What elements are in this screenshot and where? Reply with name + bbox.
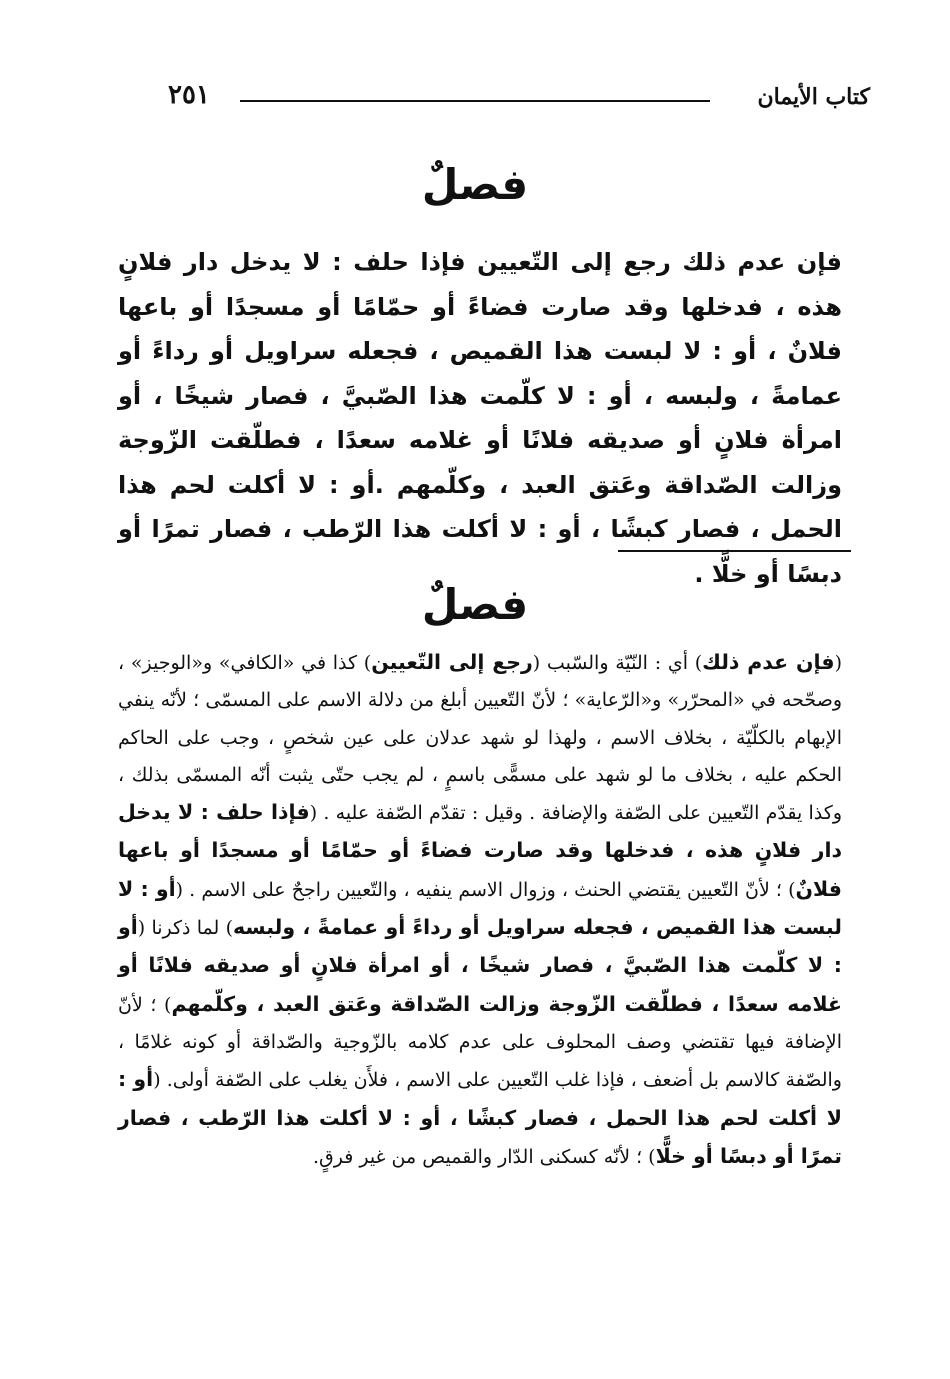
page-number: ٢٥١ [168,80,210,110]
commentary-text: ( [834,652,842,674]
matn-paragraph: فإن عدم ذلك رجع إلى التّعيين فإذا حلف : لا يدخل دار فلانٍ هذه ، فدخلها وقد صارت فضاءً أو حمّامًا أو مسجدًا أو باعها فلانٌ ، أو : لا لبست هذا القميص ، فجعله سراويل أو رداءً أو عمامةً ، ولبسه ، أو : لا كلّمت هذا الصّبيَّ ، فصار شيخًا ، أو امرأة فلانٍ أو صديقه فلانًا أو غلامه سعدًا ، فطلّقت الزّوجة وزالت الصّداقة وعَتق العبد ، وكلّمهم .أو : لا أكلت لحم هذا الحمل ، فصار كبشًا ، أو : لا أكلت هذا الرّطب ، فصار تمرًا أو دبسًا أو خلًّا . [118,248,842,588]
quoted-matn-text: أو : لا أكلت لحم هذا الحمل ، فصار كبشًا ، أو : لا أكلت هذا الرّطب ، فصار تمرًا أو دبسًا أو خلًّا [118,1067,842,1168]
quoted-matn-text: رجع إلى التّعيين [371,650,533,674]
quoted-matn-text: فإذا حلف : لا يدخل دار فلانٍ هذه ، فدخلها وقد صارت فضاءً أو حمّامًا أو مسجدًا أو باعها فلانٌ [118,800,842,901]
commentary-text: ) كذا في «الكافي» و«الوجيز» ، وصحّحه في «المحرّر» و«الرّعاية» ؛ لأنّ التّعيين أبلغ من دلالة الاسم على المسمّى ؛ لأنّه ينفي الإبهام بالكلّيّة ، بخلاف الاسم ، ولهذا لو شهد عدلان على عين شخصٍ ، وجب على الحاكم الحكم عليه ، بخلاف ما لو شهد على مسمًّى باسمٍ ، لم يجب حتّى يثبت أنّه المسمّى بذلك ، وكذا يقدّم التّعيين على الصّفة والإضافة . وقيل : تقدّم الصّفة عليه . ( [118,652,842,825]
book-title: كتاب الأيمان [757,84,870,110]
commentary-text: ) ؛ لأنّ الإضافة فيها تقتضي وصف المحلوف على عدم كلامه بالزّوجية والصّداقة أو كونه غلامًا ، والصّفة كالاسم بل أضعف ، فإذا غلب التّعيين على الاسم ، فلأَن يغلب على الصّفة أولى. ( [118,993,842,1092]
commentary-paragraph [118,644,842,1176]
quoted-matn-text: أو : لا لبست هذا القميص ، فجعله سراويل أو رداءً أو عمامةً ، ولبسه [118,876,842,940]
section-heading-2: فصلٌ [421,580,529,629]
section-heading-1: فصلٌ [421,160,529,209]
commentary-text: ) لما ذكرنا ( [137,917,233,940]
quoted-matn-text: فإن عدم ذلك [702,650,835,674]
section-divider [618,550,851,552]
commentary-text: ) ؛ لأنّه كسكنى الدّار والقميص من غير فرقٍ. [312,1145,656,1168]
header-rule [240,100,710,102]
running-header [150,78,870,118]
commentary-text: ) أي : النّيّة والسّبب ( [532,652,703,674]
commentary-text: ) ؛ لأنّ التّعيين يقتضي الحنث ، وزوال الاسم ينفيه ، والتّعيين راجحٌ على الاسم . ( [175,878,796,901]
quoted-matn-text: أو : لا كلّمت هذا الصّبيَّ ، فصار شيخًا ، أو امرأة فلانٍ أو صديقه فلانًا أو غلامه سعدًا ، فطلّقت الزّوجة وزالت الصّداقة وعَتق العبد ، وكلّمهم [118,915,842,1016]
